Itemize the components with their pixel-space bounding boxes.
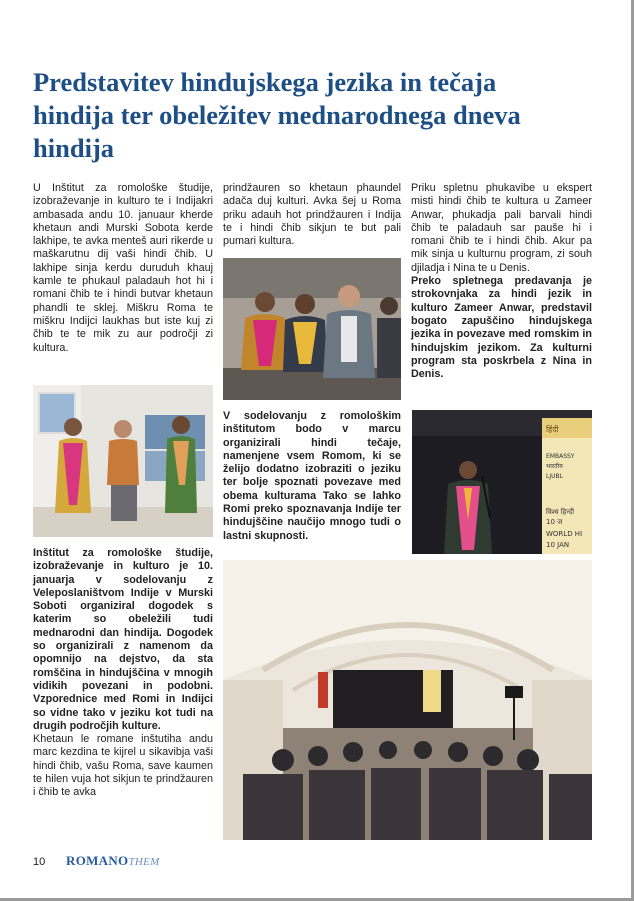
column-3-text bbox=[411, 182, 592, 381]
paragraph-romani-4: Priku spletnu phukavibe u ekspert misti hindi čhib te kultura u Zameer Anwar, phukadja pali barvali hindi čhib te paladauh sar pauše hi i romani čhib te i hindi čhib. Akur pa mik sinja u kulturnu program, zi souh djiladja i Nina te u Denis. bbox=[411, 182, 592, 274]
banner-text-4: LJUBL bbox=[546, 473, 563, 480]
banner-text-7: WORLD HI bbox=[546, 530, 583, 538]
photo-speaker-at-microphone bbox=[412, 410, 592, 554]
brand-main: ROMANO bbox=[66, 853, 129, 868]
column-1-slovenian-block bbox=[33, 547, 213, 800]
column-2-slovenian-block bbox=[223, 410, 401, 543]
banner-text-2: EMBASSY bbox=[546, 453, 575, 460]
brand-sub: THEM bbox=[128, 856, 160, 868]
banner-text-3: भारतीय bbox=[546, 463, 563, 470]
page-number: 10 bbox=[33, 856, 46, 868]
banner-text-8: 10 JAN bbox=[546, 541, 570, 549]
banner-text-6: 10 ज bbox=[546, 518, 563, 526]
column-1-intro-romani bbox=[33, 182, 213, 355]
column-2-intro-romani bbox=[223, 182, 401, 248]
photo-seated-audience bbox=[223, 258, 401, 400]
banner-text-1: हिंदी bbox=[546, 425, 559, 434]
article-title: Predstavitev hindujskega jezika in tečaja hindija ter obeležitev mednarodnega dneva hindija bbox=[33, 67, 521, 163]
banner-text-5: विश्व हिन्दी bbox=[546, 508, 575, 516]
paragraph-slovenian-1: Inštitut za romološke študije, izobraževanje in kulturo je 10. januarja v sodelovanju z Veleposlaništvom Indije v Murski Soboti organiziral dogodek s katerim so obeležili tudi mednarodni dan hindija. Dogodek so organizirali z namenom da opomnijo na dejstvo, da sta romščina in hindujščina v mnogih vidikih povezani in podobni. Vzporednice med Romi in Indijci so vidne tako v jeziku kot tudi na drugih področjih kulture. bbox=[33, 547, 213, 732]
paragraph-slovenian-2: V sodelovanju z romološkim inštitutom bodo v marcu organizirali hindi tečaje, namenjene vsem Romom, ki se želijo dodatno izobraziti o jeziku ter bolje spoznati povezave med obema kulturama Tako se lahko Romi preko spoznavanja Indije ter hindujščine naučijo mnogo tudi o lastni skupnosti. bbox=[223, 410, 401, 542]
paragraph-romani-3: prindžauren so khetaun phaundel adača duj kulturi. Avka šej u Roma priku adauh hot prindžauren i Indija te i hindi čhib sikjun te but pali pumari kultura. bbox=[223, 182, 401, 248]
magazine-brand bbox=[66, 853, 160, 869]
photo-event-hall bbox=[223, 560, 592, 840]
paragraph-romani-2: Khetaun le romane inštutiha andu marc kezdina te kijrel u sikavibja vaši hindi čhib, vašu Roma, save kaumen te hilen vuja hot sikjun te prindžauren i čhib te avka bbox=[33, 733, 213, 799]
photo-three-women bbox=[33, 385, 213, 537]
paragraph-romani-1: U Inštitut za romološke študije, izobraževanje in kulturo te i Indijakri ambasada andu 10. januaur kherde khetaun andi Murski Sobota kerde lakhipe, te avka menteš auri rikerde u maškarutnu dij vaši hindi čhib. U lakhipe sinja kerdu duruduh khauj kamle te phukaul paladauh hot hi i romani čhib te i hindi butvar khetaun phandli te sklej. Miškru Roma te miškru Indijci laukhas but iste kuj zi čhib te te mik zu aur področji zi kultura. bbox=[33, 182, 213, 354]
paragraph-slovenian-3: Preko spletnega predavanja je strokovnjaka za hindi jezik in kulturo Zameer Anwar, predstavil bogato zapuščino hindujskega jezika in povezave med romskim in hindujskim jezikom. Za kulturni program sta poskrbela z Nina in Denis. bbox=[411, 275, 592, 381]
